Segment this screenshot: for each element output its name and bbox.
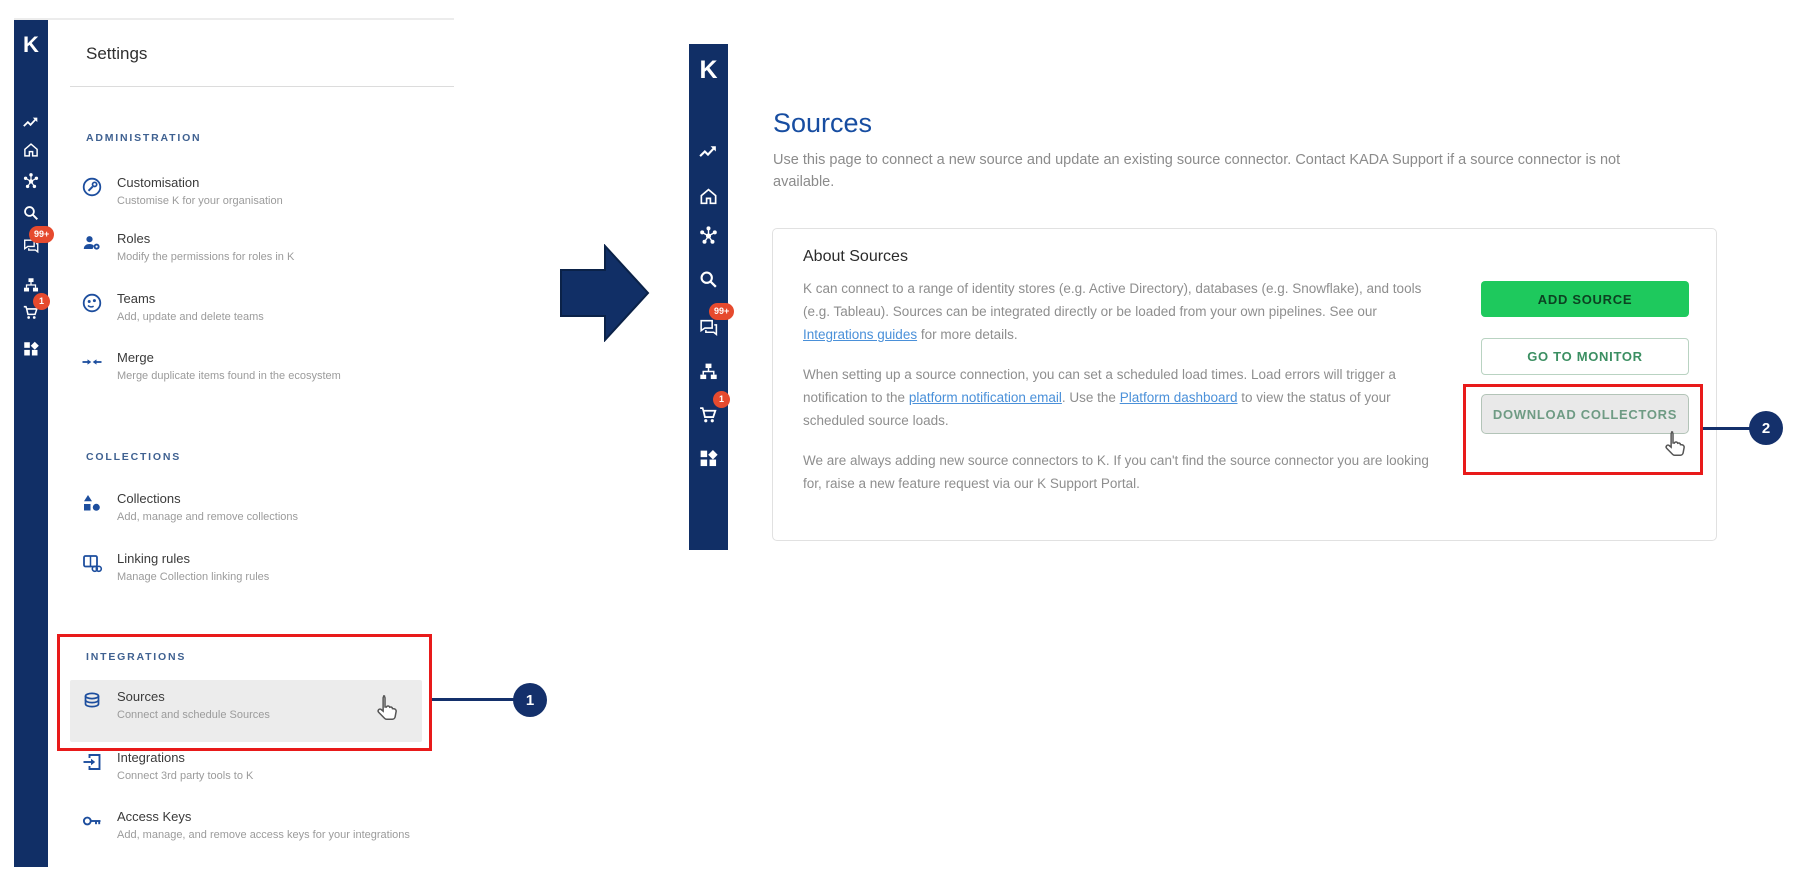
paragraph-text: K can connect to a range of identity stores (e.g. Active Directory), databases (e.g. Snowflake), and tools (e.g. Tableau). Sources can be integrated directly or be loaded from your own pipelines. See our xyxy=(803,281,1422,319)
integrations-guides-link[interactable]: Integrations guides xyxy=(803,327,918,342)
hub-icon[interactable] xyxy=(689,225,728,246)
trending-icon[interactable] xyxy=(689,142,728,163)
settings-item-roles[interactable] xyxy=(80,231,420,264)
settings-page-title: Settings xyxy=(86,44,148,63)
card-title: About Sources xyxy=(803,248,908,265)
tree-icon[interactable] xyxy=(689,361,728,382)
cart-badge: 1 xyxy=(33,293,50,310)
item-title: Roles xyxy=(117,231,151,246)
search-icon[interactable] xyxy=(14,204,48,222)
access-keys-icon xyxy=(80,810,104,832)
annotation-box-1 xyxy=(57,634,432,751)
item-subtitle: Connect 3rd party tools to K xyxy=(117,770,254,782)
collections-icon xyxy=(80,492,104,514)
item-subtitle: Customise K for your organisation xyxy=(117,195,283,207)
go-to-monitor-button[interactable]: GO TO MONITOR xyxy=(1481,338,1689,375)
section-integrations: INTEGRATIONS xyxy=(86,651,187,663)
search-icon[interactable] xyxy=(689,269,728,290)
item-title: Sources xyxy=(117,689,165,704)
item-title: Access Keys xyxy=(117,809,192,824)
hand-cursor-icon xyxy=(1660,430,1688,460)
k-logo: K xyxy=(23,32,39,57)
paragraph-text: We are always adding new source connectors to K. If you can't find the source connector you are looking for, raise a new feature request via our K Support Portal. xyxy=(803,453,1429,491)
teams-icon xyxy=(80,292,104,314)
platform-dashboard-link[interactable]: Platform dashboard xyxy=(1119,390,1238,405)
trending-icon[interactable] xyxy=(14,114,48,132)
transition-arrow xyxy=(560,244,650,342)
paragraph-text: When setting up a source connection, you can set a scheduled load times. Load errors will trigger a notification to the xyxy=(803,367,1396,405)
add-source-button[interactable]: ADD SOURCE xyxy=(1481,281,1689,317)
home-icon[interactable] xyxy=(14,141,48,159)
page-title: Sources xyxy=(773,108,873,138)
settings-item-teams[interactable] xyxy=(80,291,420,324)
item-subtitle: Manage Collection linking rules xyxy=(117,571,270,583)
cart-icon[interactable] xyxy=(689,405,728,426)
section-administration: ADMINISTRATION xyxy=(86,132,202,144)
item-title: Customisation xyxy=(117,175,200,190)
annotation-step-1: 1 xyxy=(513,683,547,717)
card-paragraph-2 xyxy=(803,363,1451,432)
item-subtitle: Merge duplicate items found in the ecosystem xyxy=(117,370,341,382)
item-subtitle: Add, manage, and remove access keys for your integrations xyxy=(117,829,410,841)
item-title: Collections xyxy=(117,491,181,506)
item-title: Integrations xyxy=(117,750,185,765)
hub-icon[interactable] xyxy=(14,172,48,190)
home-icon[interactable] xyxy=(689,186,728,207)
page-description: Use this page to connect a new source and update an existing source connector. Contact KADA Support if a source connector is not available. xyxy=(773,152,1621,190)
item-title: Merge xyxy=(117,350,154,365)
widgets-icon[interactable] xyxy=(14,340,48,358)
item-subtitle: Add, update and delete teams xyxy=(117,311,264,323)
card-body xyxy=(803,277,1451,512)
right-vertical-navbar xyxy=(689,44,728,550)
merge-icon xyxy=(80,351,104,373)
annotation-line-1 xyxy=(432,698,515,701)
item-title: Teams xyxy=(117,291,156,306)
item-title: Linking rules xyxy=(117,551,190,566)
paragraph-text: for more details. xyxy=(917,327,1018,342)
chat-icon[interactable] xyxy=(689,317,728,338)
linking-rules-icon xyxy=(80,552,104,574)
settings-item-integrations[interactable] xyxy=(80,750,420,783)
download-collectors-button[interactable]: DOWNLOAD COLLECTORS xyxy=(1481,394,1689,434)
paragraph-text: to view the status of your scheduled source loads. xyxy=(803,390,1391,428)
annotation-line-2 xyxy=(1703,427,1751,430)
item-subtitle: Connect and schedule Sources xyxy=(117,709,270,721)
paragraph-text: . Use the xyxy=(1061,390,1120,405)
settings-item-access-keys[interactable] xyxy=(80,809,420,842)
cart-badge: 1 xyxy=(713,391,730,408)
card-paragraph-3 xyxy=(803,449,1451,495)
tree-icon[interactable] xyxy=(14,276,48,294)
widgets-icon[interactable] xyxy=(689,448,728,469)
annotation-step-2: 2 xyxy=(1749,411,1783,445)
section-collections: COLLECTIONS xyxy=(86,451,182,463)
k-logo: K xyxy=(699,56,718,84)
settings-item-customisation[interactable] xyxy=(80,175,420,208)
settings-item-merge[interactable] xyxy=(80,350,420,383)
left-vertical-navbar xyxy=(14,20,48,867)
title-divider xyxy=(70,86,454,87)
customisation-icon xyxy=(80,176,104,198)
integrations-icon xyxy=(80,751,104,773)
chat-badge: 99+ xyxy=(29,226,54,243)
settings-item-collections[interactable] xyxy=(80,491,420,524)
card-paragraph-1 xyxy=(803,277,1451,346)
item-subtitle: Add, manage and remove collections xyxy=(117,511,298,523)
roles-icon xyxy=(80,232,104,254)
settings-item-linking-rules[interactable] xyxy=(80,551,420,584)
platform-notification-email-link[interactable]: platform notification email xyxy=(908,390,1062,405)
item-subtitle: Modify the permissions for roles in K xyxy=(117,251,295,263)
chat-badge: 99+ xyxy=(709,303,734,320)
hand-cursor-icon xyxy=(372,694,400,724)
